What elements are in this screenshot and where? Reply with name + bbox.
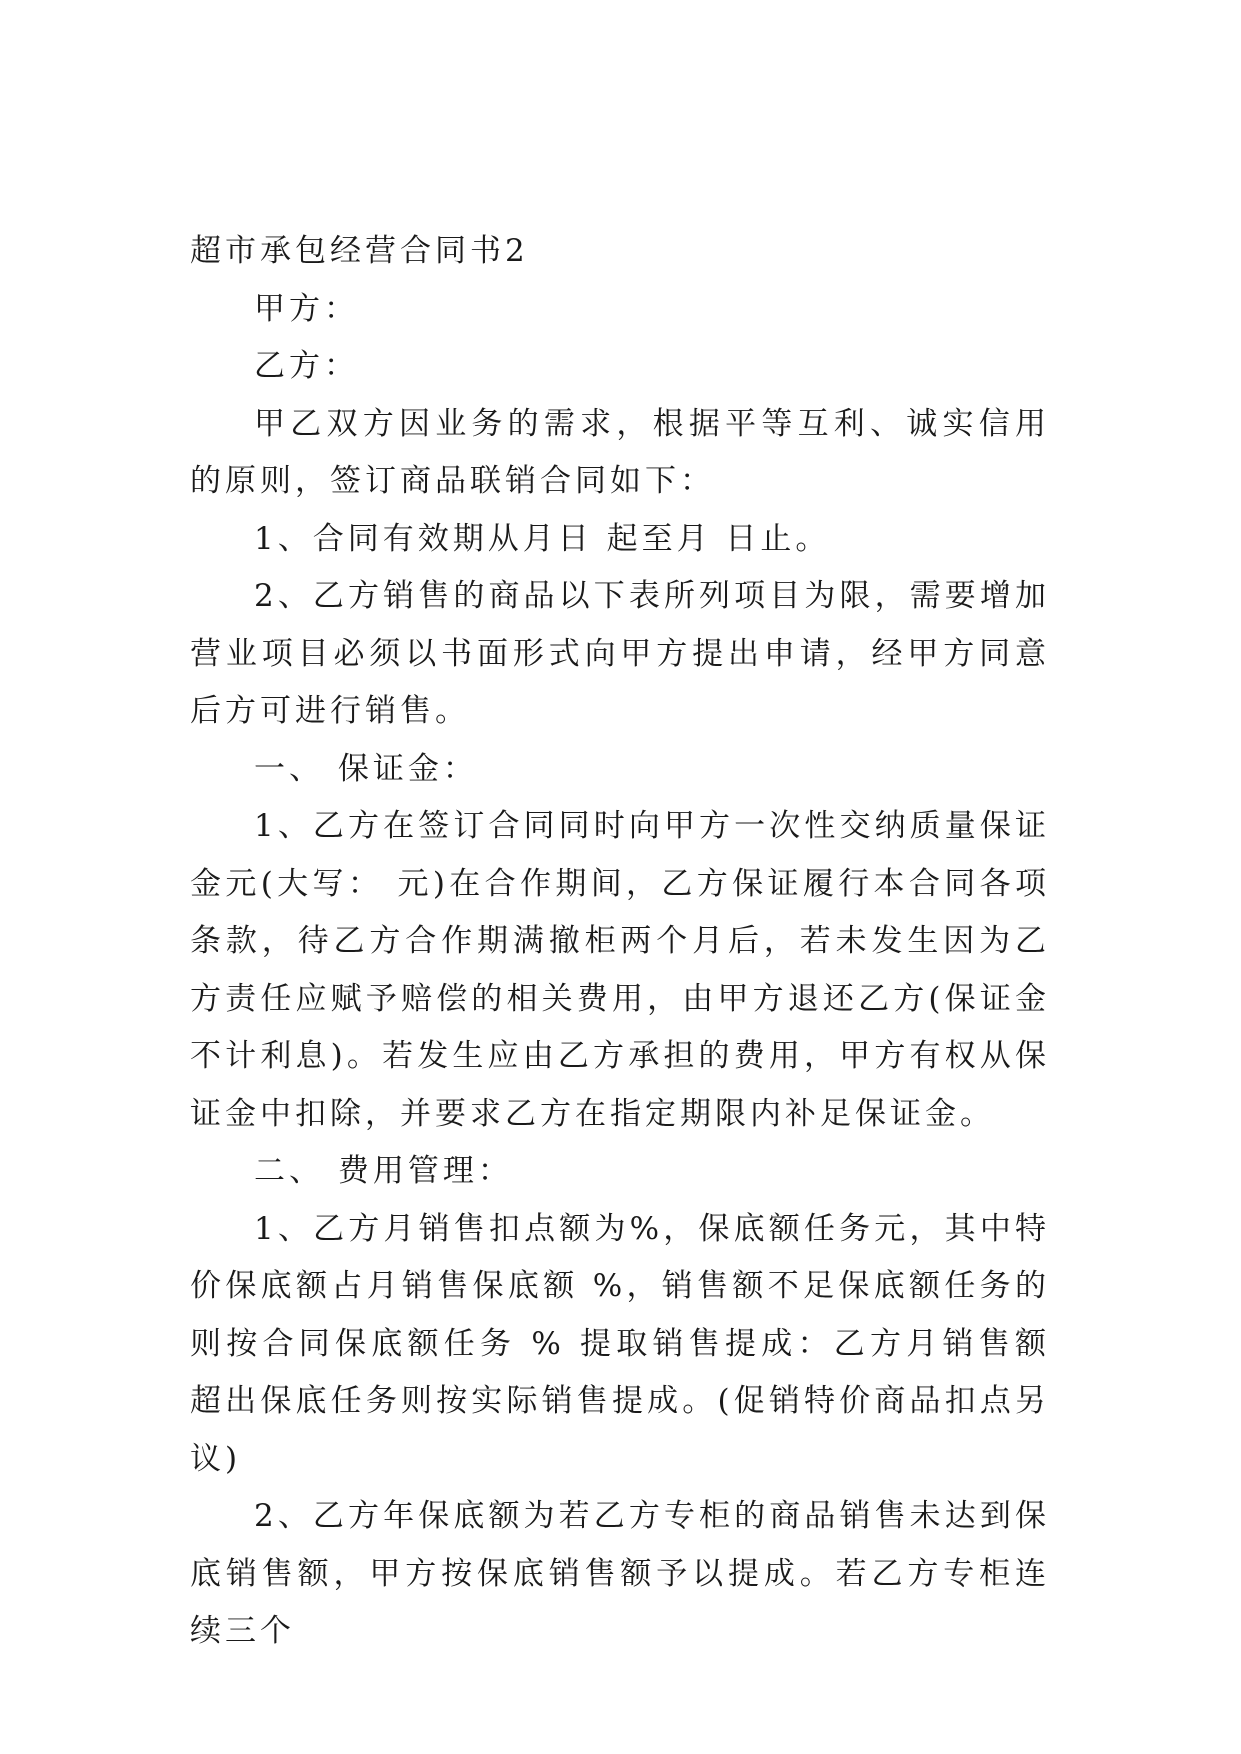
deposit-clause: 1、乙方在签订合同同时向甲方一次性交纳质量保证金元(大写： 元)在合作期间，乙方保证履行本合同各项条款，待乙方合作期满撤柜两个月后，若未发生因为乙方责任应赋予赔偿的相关费用，由甲方退还乙方(保证金不计利息)。若发生应由乙方承担的费用，甲方有权从保证金中扣除，并要求乙方在指定期限内补足保证金。 bbox=[190, 808, 1050, 1132]
section-heading-fees: 二、 费用管理： bbox=[254, 1153, 513, 1189]
party-a-line: 甲方： bbox=[254, 290, 359, 327]
section-heading-deposit: 一、 保证金： bbox=[254, 750, 478, 787]
party-b-line: 乙方： bbox=[254, 348, 359, 384]
term-clause: 1、合同有效期从月日 起至月 日止。 bbox=[254, 520, 831, 557]
preamble-paragraph: 甲乙双方因业务的需求，根据平等互利、诚实信用的原则，签订商品联销合同如下： bbox=[190, 405, 1050, 499]
document-body bbox=[190, 223, 1050, 1661]
fee-clause-2: 2、乙方年保底额为若乙方专柜的商品销售未达到保底销售额，甲方按保底销售额予以提成。若乙方专柜连续三个 bbox=[190, 1498, 1050, 1649]
document-title: 超市承包经营合同书2 bbox=[190, 233, 529, 269]
fee-clause-1: 1、乙方月销售扣点额为%，保底额任务元，其中特价保底额占月销售保底额 %，销售额不足保底额任务的则按合同保底额任务 % 提取销售提成：乙方月销售额超出保底任务则按实际销售提成。(促销特价商品扣点另议) bbox=[190, 1210, 1050, 1477]
scope-clause: 2、乙方销售的商品以下表所列项目为限，需要增加营业项目必须以书面形式向甲方提出申请，经甲方同意后方可进行销售。 bbox=[190, 578, 1050, 729]
